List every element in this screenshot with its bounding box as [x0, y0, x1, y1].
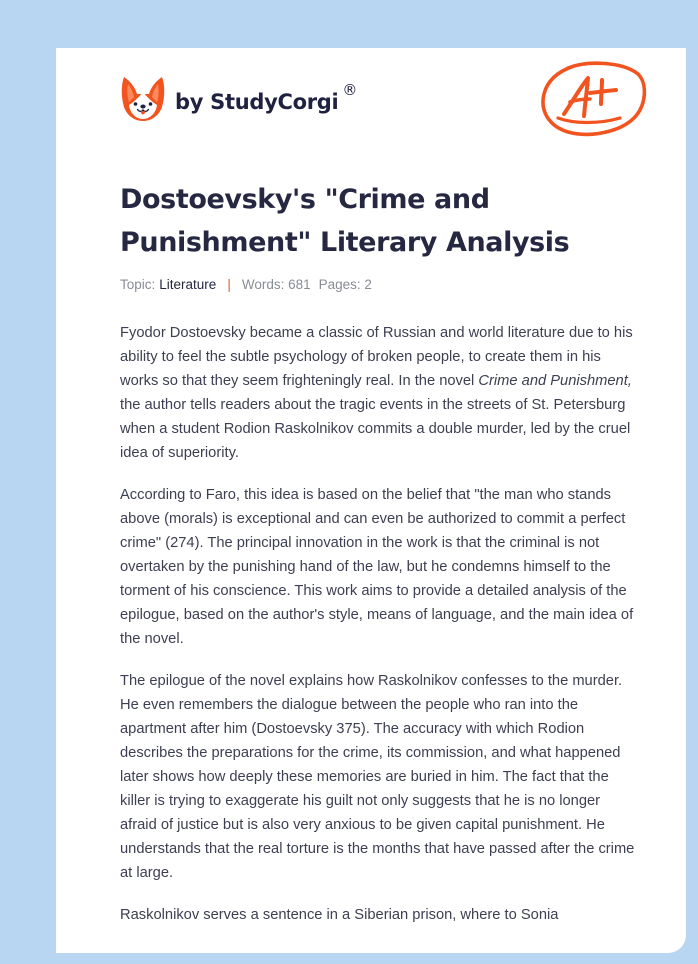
- document-header: [56, 48, 686, 168]
- paragraph-text: the author tells readers about the tragic events in the streets of St. Petersburg when a student Rodion Raskolnikov commits a double murder, led by the cruel idea of superiority.: [120, 397, 631, 461]
- paragraph-2: According to Faro, this idea is based on the belief that "the man who stands above (morals) is exceptional and can even be authorized to commit a perfect crime" (274). The principal innovation in the work is that the criminal is not overtaken by the punishing hand of the law, but he condemns himself to the torment of his conscience. This work aims to provide a detailed analysis of the epilogue, based on the author's style, means of language, and the main idea of the novel.: [120, 487, 634, 647]
- corgi-icon: [120, 75, 166, 123]
- brand-name: by StudyCorgi: [175, 90, 339, 114]
- paragraph-4: Raskolnikov serves a sentence in a Siberian prison, where to Sonia: [120, 907, 559, 923]
- paragraph-3: The epilogue of the novel explains how Raskolnikov confesses to the murder. He even remembers the dialogue between the people who ran into the apartment after him (Dostoevsky 375). The accuracy with which Rodion describes the preparations for the crime, its commission, and what happened later shows how deeply these memories are buried in him. The fact that the killer is trying to exaggerate his guilt not only suggests that he is no longer afraid of justice but is also very anxious to be given capital punishment. He understands that the real torture is the months that have passed after the crime at large.: [120, 673, 635, 881]
- article-meta: [120, 274, 640, 294]
- article: [120, 178, 640, 945]
- article-body: [120, 321, 640, 927]
- page-count: Pages: 2: [318, 276, 372, 292]
- article-title: Dostoevsky's "Crime and Punishment" Literary Analysis: [120, 184, 570, 258]
- novel-title-italic: Crime and Punishment,: [478, 373, 632, 389]
- a-plus-grade-icon: [538, 58, 650, 142]
- word-count: Words: 681: [241, 276, 311, 292]
- paragraph-text: Fyodor Dostoevsky became a classic of Russian and world literature due to his ability to feel the subtle psychology of broken people, to create them in his works so that they seem frighteningly real. In the novel: [120, 325, 633, 389]
- document-card: [56, 48, 686, 953]
- topic-label: Topic:: [120, 276, 156, 292]
- registered-mark: ®: [342, 81, 358, 99]
- paragraph-1: [120, 321, 640, 465]
- topic-link-literature[interactable]: Literature: [159, 276, 217, 292]
- studycorgi-logo-link[interactable]: [120, 74, 357, 124]
- meta-separator: |: [227, 276, 231, 292]
